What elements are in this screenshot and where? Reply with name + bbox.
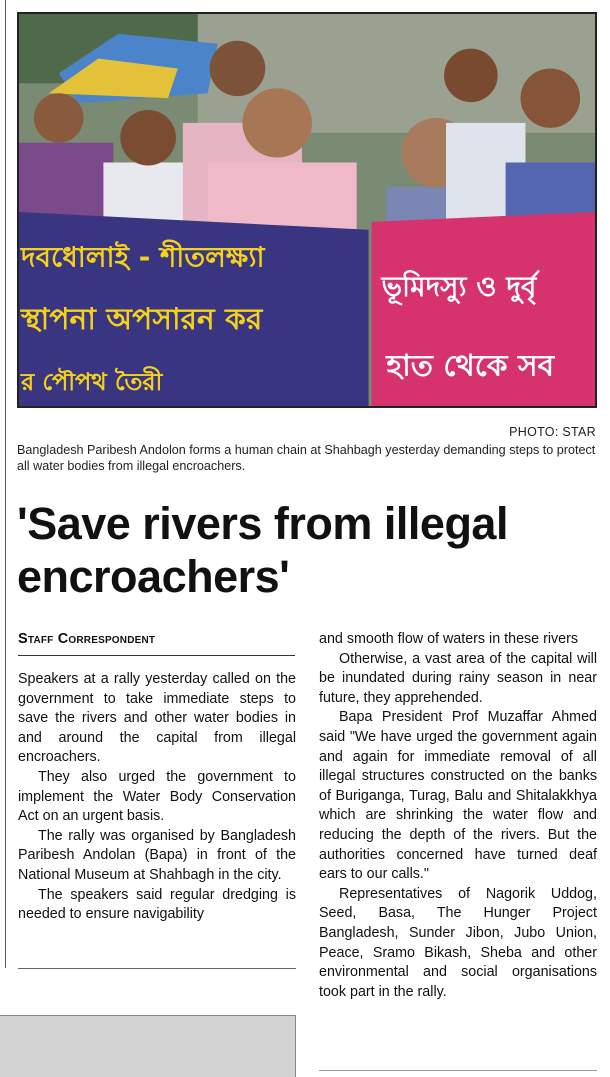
byline-rule — [18, 655, 295, 656]
headline-line-1: 'Save rivers from illegal — [17, 498, 508, 549]
article-column-right — [319, 630, 597, 1002]
banner-right-line-2: হাত থেকে সব — [386, 348, 555, 384]
human-chain-photo — [19, 14, 595, 406]
banner-left-line-2: স্থাপনা অপসারন কর — [20, 301, 263, 337]
paragraph: Bapa President Prof Muzaffar Ahmed said "We have urged the government again and again for immediate removal of all illegal structures constructed on the banks of Buriganga, Turag, Balu and Shitalakkhya which are shrinking the water flow and reducing the depth of the rivers. But the authorities concerned have turned deaf ears to our calls." — [319, 709, 597, 883]
banner-left-line-3: র পৌপথ তৈরী — [20, 368, 163, 397]
column-end-rule — [18, 968, 296, 969]
banner-left-line-1: দবধোলাই - শীতলক্ষ্যা — [20, 240, 265, 274]
news-photo — [17, 12, 597, 408]
photo-credit: PHOTO: STAR — [509, 425, 596, 439]
paragraph: Otherwise, a vast area of the capital will be inundated during rainy season in near future, they apprehended. — [319, 650, 597, 706]
photo-caption: Bangladesh Paribesh Andolon forms a human chain at Shahbagh yesterday demanding steps to protect all water bodies from illegal encroachers. — [17, 443, 596, 473]
paragraph: The speakers said regular dredging is needed to ensure navigability — [18, 886, 296, 923]
byline: Staff Correspondent — [18, 631, 156, 647]
article-column-left — [18, 670, 296, 925]
adjacent-gray-block — [0, 1015, 296, 1077]
headline — [17, 497, 602, 603]
bottom-rule — [319, 1070, 597, 1071]
paragraph: The rally was organised by Bangladesh Paribesh Andolan (Bapa) in front of the National Museum at Shahbagh in the city. — [18, 827, 296, 883]
page-frame-left-rule — [5, 0, 6, 968]
banner-right-line-1: ভূমিদস্যু ও দুর্বৃ — [381, 270, 537, 304]
paragraph: Representatives of Nagorik Uddog, Seed, Basa, The Hunger Project Bangladesh, Sunder Jibon, Jubo Union, Peace, Sramo Bikash, Sheba and other environmental and social organisations took part in the rally. — [319, 885, 597, 1000]
paragraph: and smooth flow of waters in these rivers — [319, 631, 579, 647]
paragraph: Speakers at a rally yesterday called on the government to take immediate steps to save the rivers and other water bodies in and around the capital from illegal encroachers. — [18, 671, 296, 766]
headline-line-2: encroachers' — [17, 551, 290, 602]
paragraph: They also urged the government to implement the Water Body Conservation Act on an urgent basis. — [18, 768, 296, 825]
